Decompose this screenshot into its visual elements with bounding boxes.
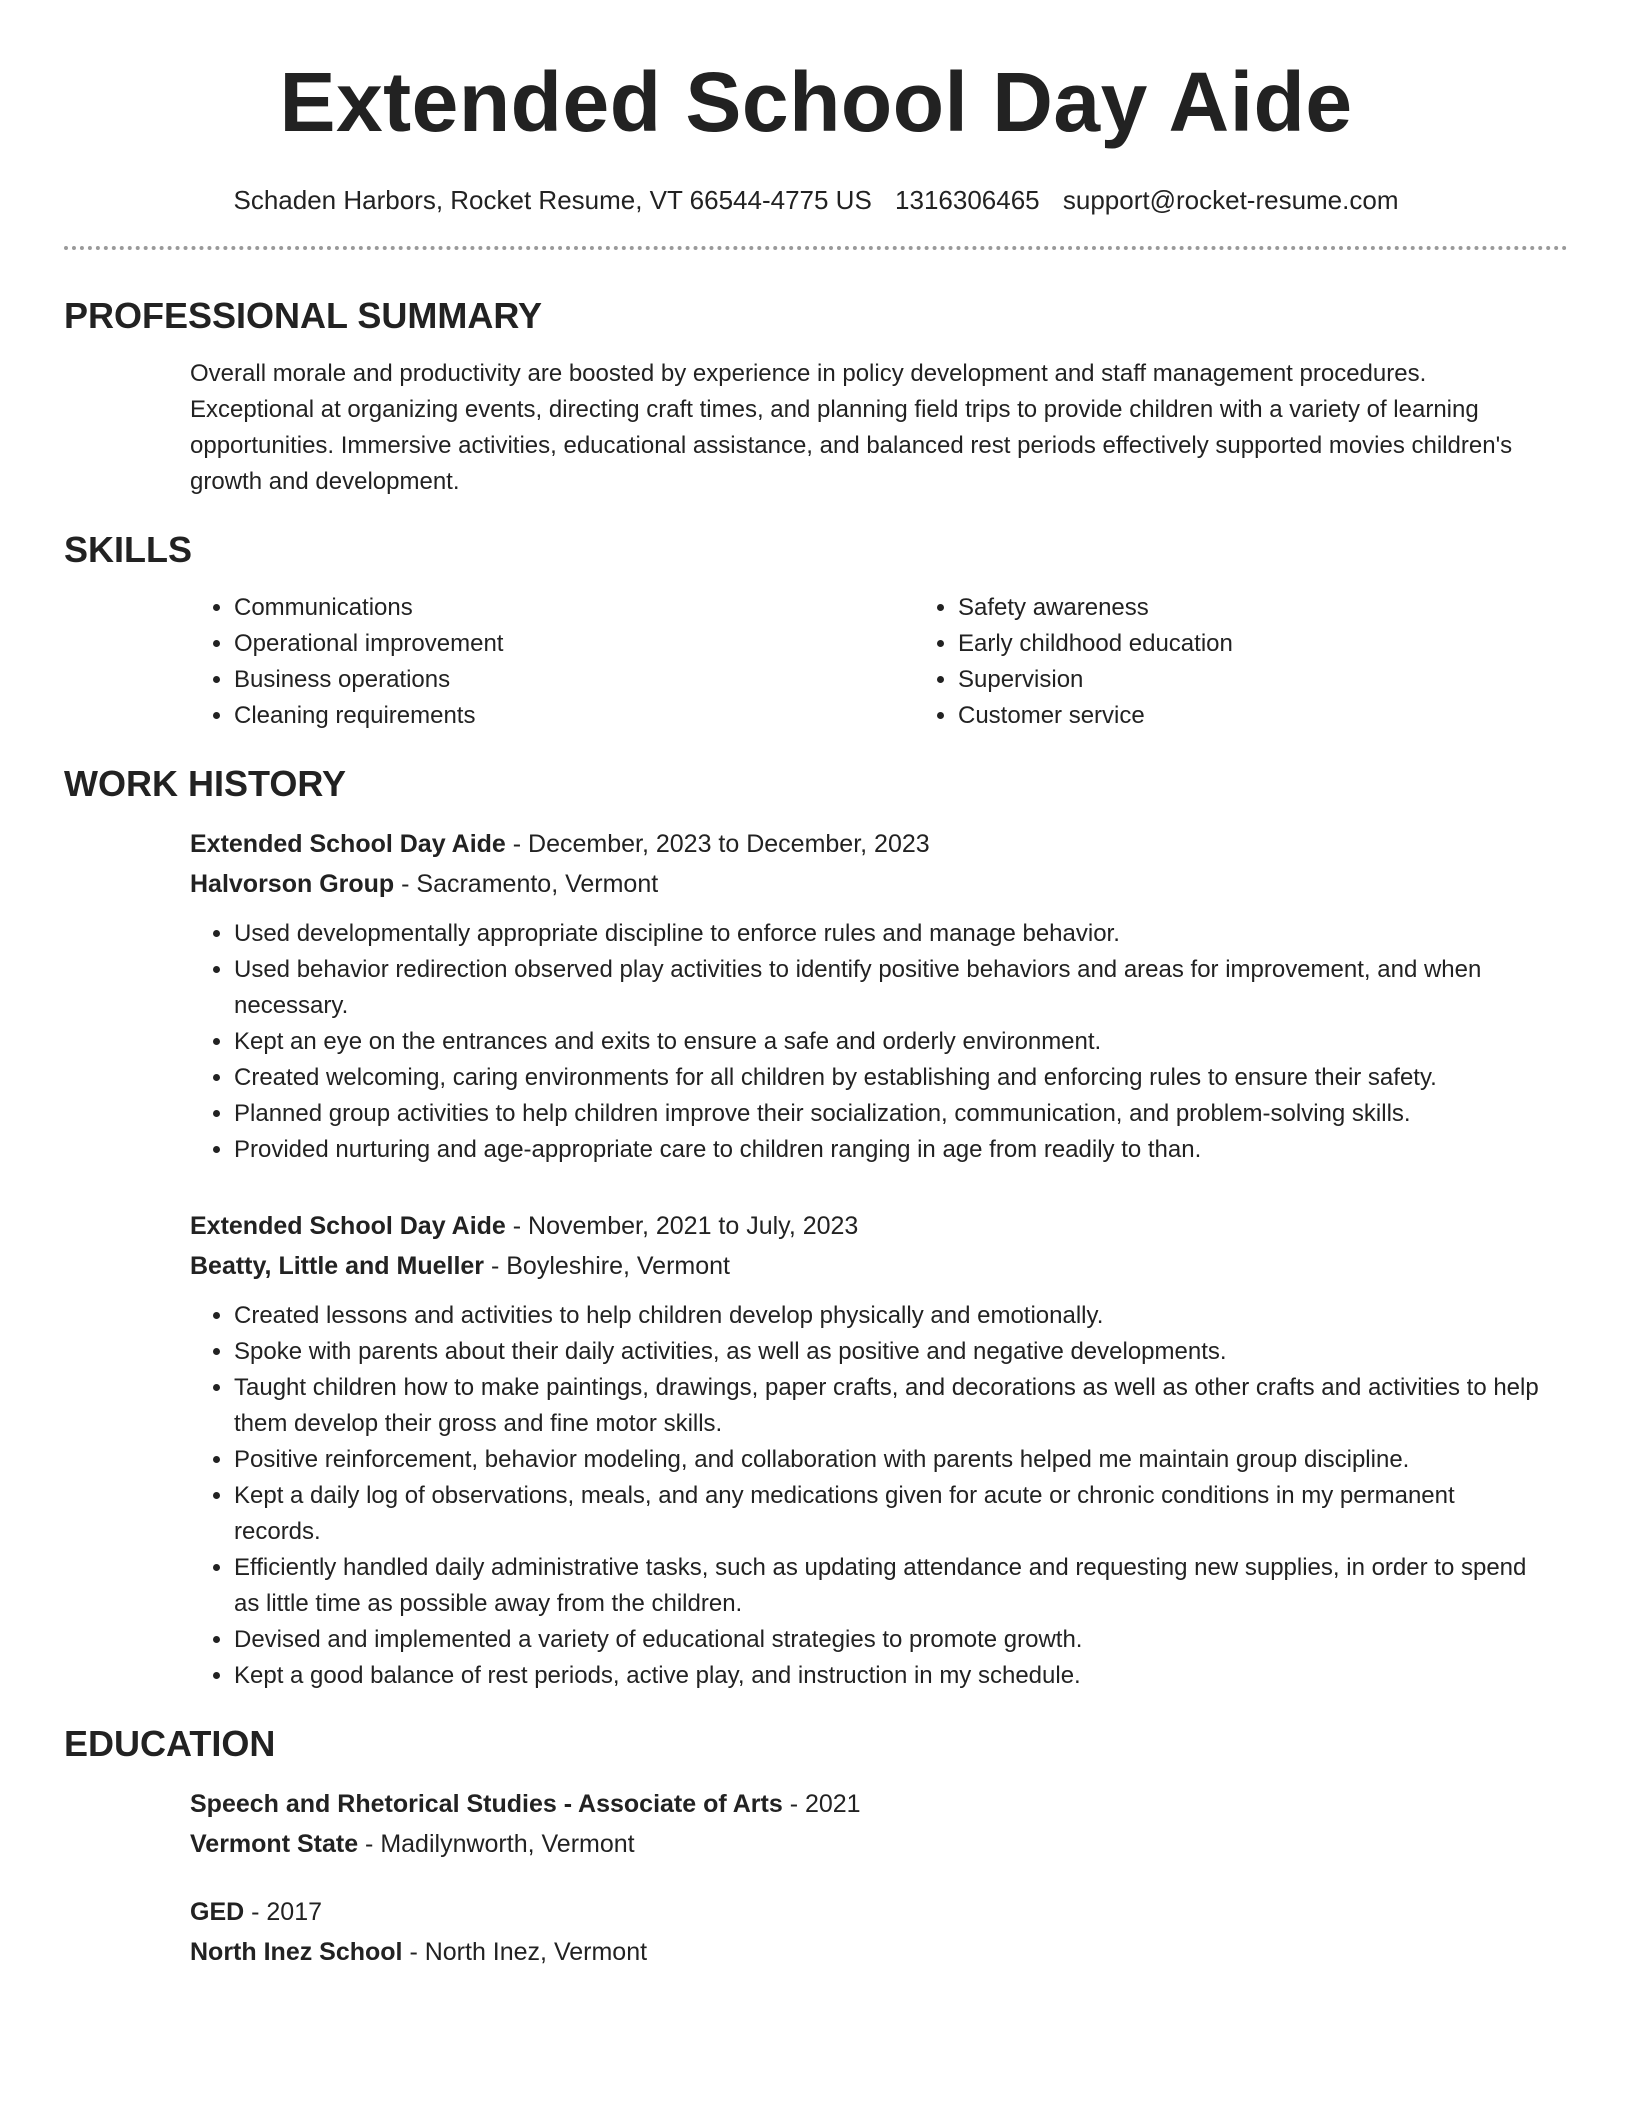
education-degree: Speech and Rhetorical Studies - Associate of Arts (190, 1790, 783, 1818)
job-location: - Sacramento, Vermont (394, 870, 659, 898)
skills-list-left (190, 590, 914, 734)
job-company-line (190, 1246, 1548, 1286)
job-title: Extended School Day Aide (190, 1212, 506, 1240)
job-dates: - December, 2023 to December, 2023 (505, 830, 930, 858)
job-bullet: • Used behavior redirection observed play activities to identify positive behaviors and areas for improvement, and when necessary. (234, 952, 1548, 1024)
header-divider (64, 246, 1568, 250)
skill-item: • Cleaning requirements (234, 698, 914, 734)
education-degree: GED (190, 1898, 245, 1926)
job-company: Beatty, Little and Mueller (190, 1252, 485, 1280)
education-entry (190, 1892, 1548, 1972)
job-bullet: • Kept an eye on the entrances and exits to ensure a safe and orderly environment. (234, 1024, 1548, 1060)
job-company-line (190, 864, 1548, 904)
contact-address: Schaden Harbors, Rocket Resume, VT 66544-4775 US (233, 185, 872, 215)
education-location: - Madilynworth, Vermont (358, 1830, 635, 1858)
job-title: Extended School Day Aide (190, 830, 506, 858)
contact-phone: 1316306465 (895, 185, 1040, 215)
job-role-line (190, 1206, 1548, 1246)
skill-item: • Safety awareness (958, 590, 1548, 626)
skill-item: • Supervision (958, 662, 1548, 698)
job-bullets (190, 1298, 1548, 1694)
job-bullet: • Used developmentally appropriate discipline to enforce rules and manage behavior. (234, 916, 1548, 952)
education-school-line (190, 1932, 1548, 1972)
education-school-line (190, 1824, 1548, 1864)
education-year: - 2021 (782, 1790, 861, 1818)
job-bullet: • Efficiently handled daily administrative tasks, such as updating attendance and requesting new supplies, in order to spend as little time as possible away from the children. (234, 1550, 1548, 1622)
education-degree-line (190, 1784, 1548, 1824)
job-dates: - November, 2021 to July, 2023 (505, 1212, 859, 1240)
job-bullet: • Planned group activities to help children improve their socialization, communication, and problem-solving skills. (234, 1096, 1548, 1132)
section-title-work: WORK HISTORY (64, 763, 347, 804)
skills-grid (190, 590, 1548, 734)
job-bullet: • Created welcoming, caring environments for all children by establishing and enforcing rules to ensure their safety. (234, 1060, 1548, 1096)
skills-section (64, 528, 1568, 734)
job-bullet: • Positive reinforcement, behavior modeling, and collaboration with parents helped me maintain group discipline. (234, 1442, 1548, 1478)
skill-item: • Customer service (958, 698, 1548, 734)
education-school: Vermont State (190, 1830, 359, 1858)
job-bullet: • Kept a daily log of observations, meals, and any medications given for acute or chronic conditions in my permanent records. (234, 1478, 1548, 1550)
education-section (64, 1722, 1568, 1972)
job-bullet: • Created lessons and activities to help children develop physically and emotionally. (234, 1298, 1548, 1334)
job-bullets (190, 916, 1548, 1168)
job-bullet: • Spoke with parents about their daily activities, as well as positive and negative developments. (234, 1334, 1548, 1370)
job-bullet: • Kept a good balance of rest periods, active play, and instruction in my schedule. (234, 1658, 1548, 1694)
contact-email: support@rocket-resume.com (1062, 185, 1399, 215)
skill-item: • Communications (234, 590, 914, 626)
education-location: - North Inez, Vermont (402, 1938, 648, 1966)
job-bullet: • Provided nurturing and age-appropriate care to children ranging in age from readily to than. (234, 1132, 1548, 1168)
job-bullet: • Devised and implemented a variety of educational strategies to promote growth. (234, 1622, 1548, 1658)
skill-item: • Business operations (234, 662, 914, 698)
work-history-section (64, 762, 1568, 1694)
job-entry (190, 1206, 1548, 1694)
skills-list-right (914, 590, 1548, 734)
job-company: Halvorson Group (190, 870, 395, 898)
summary-text: Overall morale and productivity are boosted by experience in policy development and staff management procedures. Exceptional at organizing events, directing craft times, and planning field trips to provide children with a variety of learning opportunities. Immersive activities, educational assistance, and balanced rest periods effectively supported movies children's growth and development. (190, 360, 1513, 495)
job-location: - Boyleshire, Vermont (484, 1252, 730, 1280)
job-entry (190, 824, 1548, 1168)
contact-line (64, 182, 1568, 218)
education-degree-line (190, 1892, 1548, 1932)
education-school: North Inez School (190, 1938, 403, 1966)
education-entry (190, 1784, 1548, 1864)
skill-item: • Operational improvement (234, 626, 914, 662)
section-title-summary: PROFESSIONAL SUMMARY (64, 295, 543, 336)
section-title-education: EDUCATION (64, 1723, 276, 1764)
job-role-line (190, 824, 1548, 864)
skill-item: • Early childhood education (958, 626, 1548, 662)
job-bullet: • Taught children how to make paintings, drawings, paper crafts, and decorations as well as other crafts and activities to help them develop their gross and fine motor skills. (234, 1370, 1548, 1442)
candidate-name: Extended School Day Aide (279, 55, 1353, 149)
section-title-skills: SKILLS (64, 529, 193, 570)
professional-summary-section (64, 294, 1568, 500)
education-year: - 2017 (244, 1898, 323, 1926)
